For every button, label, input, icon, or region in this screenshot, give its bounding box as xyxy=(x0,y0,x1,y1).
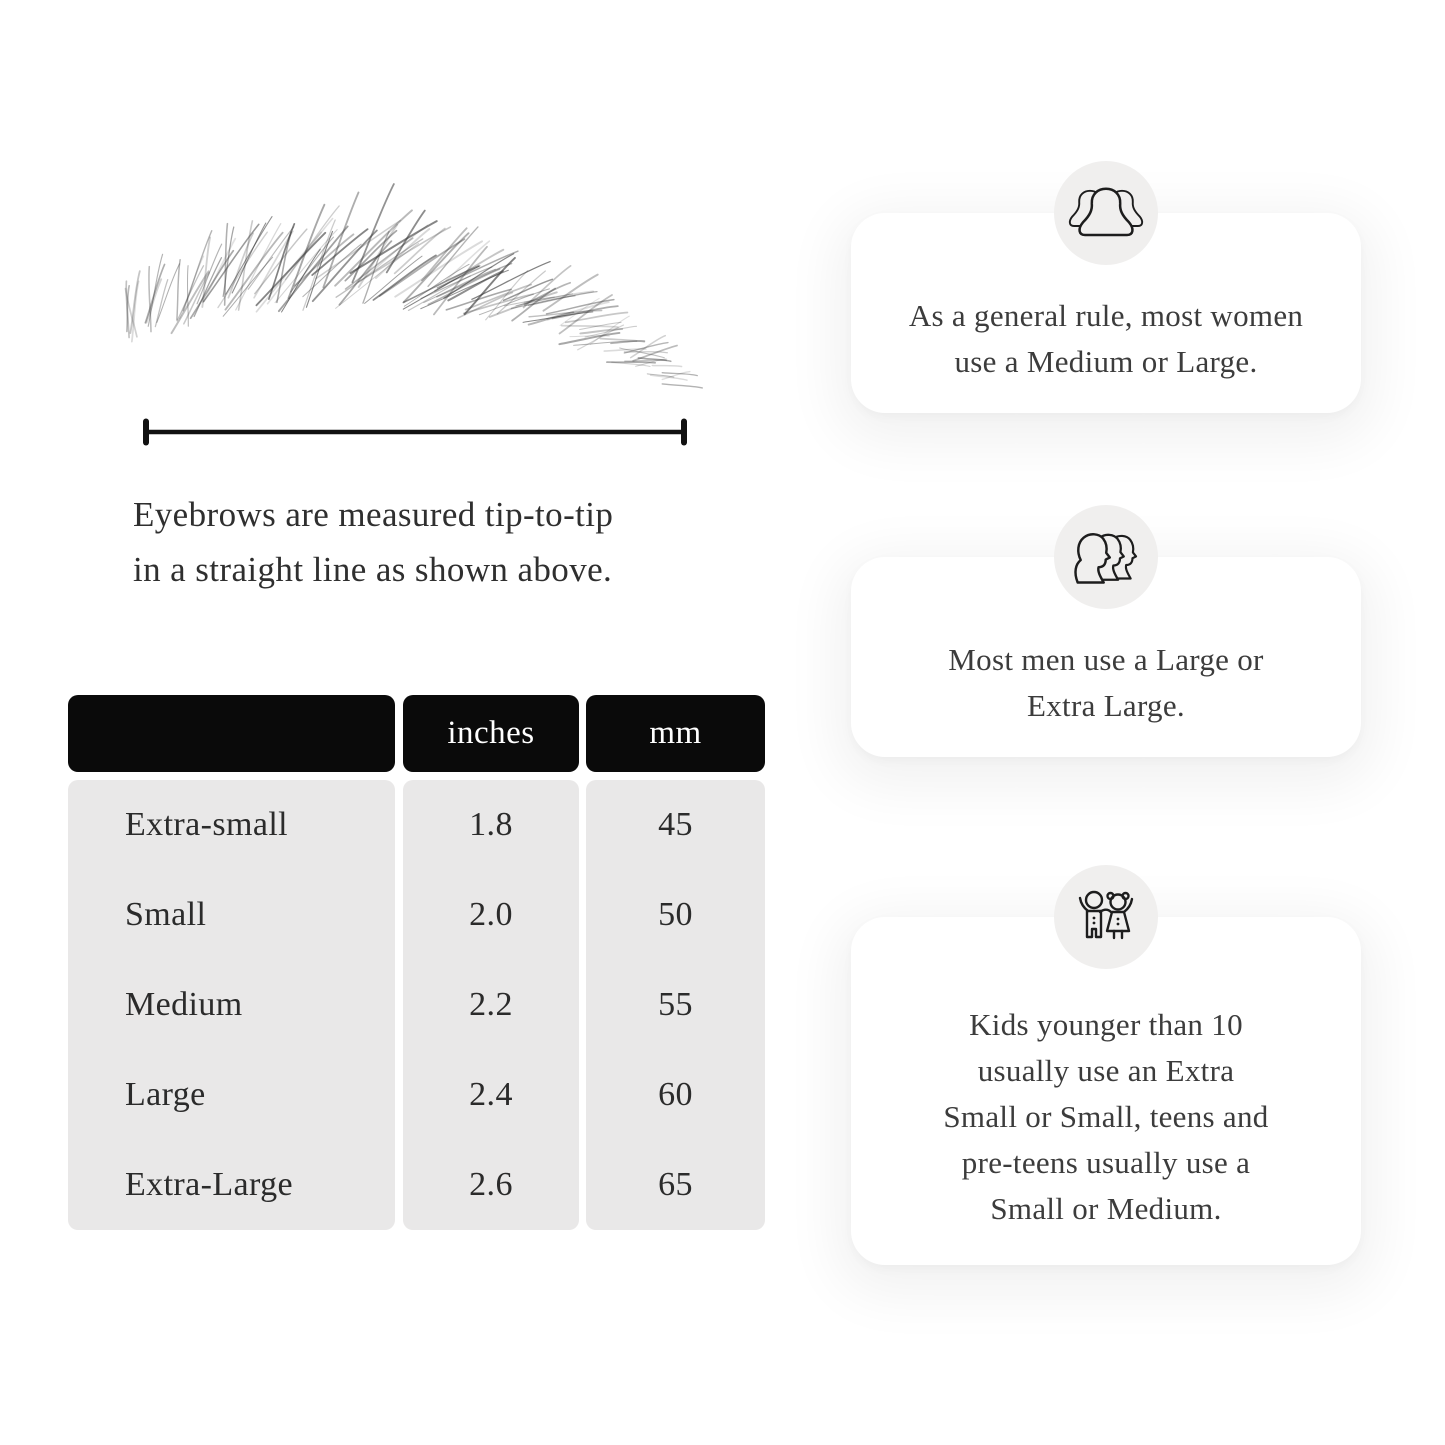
card-text-line: Extra Large. xyxy=(1027,688,1185,723)
table-header-inches: inches xyxy=(403,695,579,772)
table-cell-inches: 2.2 xyxy=(469,986,513,1023)
table-column-inches xyxy=(403,780,579,1230)
women-group-icon xyxy=(1054,161,1158,265)
eyebrow-sketch-icon xyxy=(115,238,690,413)
table-column-mm xyxy=(586,780,765,1230)
card-text-line: Most men use a Large or xyxy=(948,642,1264,677)
table-cell-size: Large xyxy=(125,1076,206,1113)
table-cell-inches: 2.0 xyxy=(469,896,513,933)
table-cell-inches: 2.4 xyxy=(469,1076,513,1113)
table-cell-size: Extra-small xyxy=(125,806,289,843)
measurement-caption xyxy=(133,487,753,597)
card-text-line: pre-teens usually use a xyxy=(961,1145,1251,1180)
men-group-icon xyxy=(1054,505,1158,609)
caption-line: in a straight line as shown above. xyxy=(133,550,613,589)
caption-line: Eyebrows are measured tip-to-tip xyxy=(133,495,614,534)
kids-icon xyxy=(1054,865,1158,969)
info-card-kids xyxy=(851,917,1361,1265)
table-cell-inches: 1.8 xyxy=(469,806,513,843)
table-cell-mm: 65 xyxy=(658,1166,693,1203)
card-text-line: Small or Medium. xyxy=(990,1191,1222,1226)
table-cell-size: Extra-Large xyxy=(125,1166,294,1203)
measurement-line xyxy=(138,418,690,446)
table-cell-size: Small xyxy=(125,896,207,933)
table-cell-inches: 2.6 xyxy=(469,1166,513,1203)
card-text-line: Small or Small, teens and xyxy=(943,1099,1269,1134)
card-text-line: As a general rule, most women xyxy=(908,298,1304,333)
card-text-line: usually use an Extra xyxy=(977,1053,1235,1088)
table-cell-size: Medium xyxy=(125,986,243,1023)
card-text-line: Kids younger than 10 xyxy=(969,1007,1243,1042)
table-cell-mm: 50 xyxy=(658,896,693,933)
table-cell-mm: 60 xyxy=(658,1076,693,1113)
table-cell-mm: 45 xyxy=(658,806,693,843)
card-text-line: use a Medium or Large. xyxy=(954,344,1258,379)
table-cell-mm: 55 xyxy=(658,986,693,1023)
table-column-sizes xyxy=(68,780,395,1230)
table-header-mm: mm xyxy=(586,695,765,772)
table-header-name xyxy=(68,695,395,772)
